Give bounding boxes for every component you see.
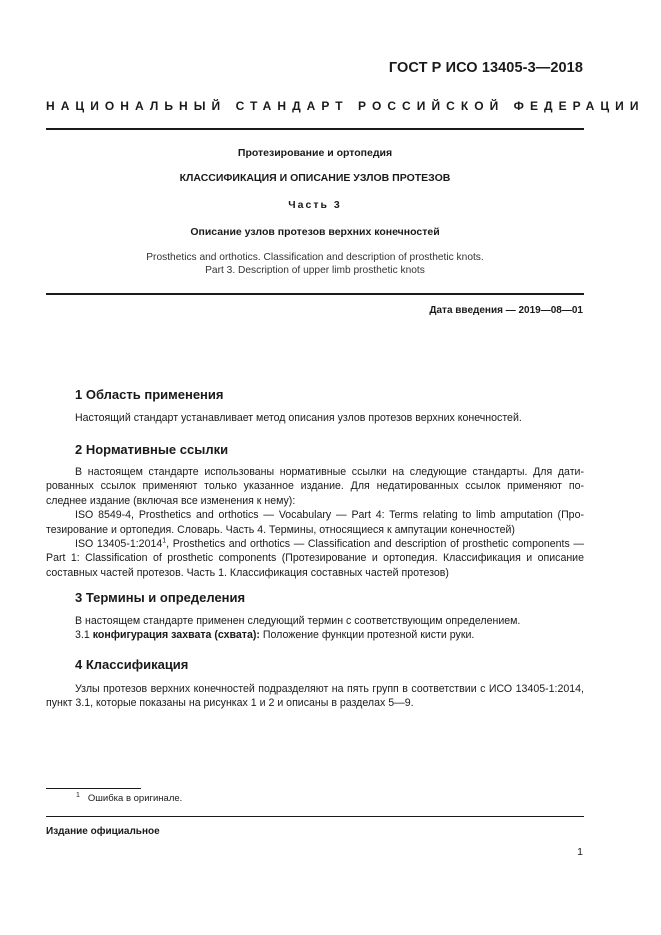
section-4-text bbox=[46, 682, 584, 711]
edition-label: Издание официальное bbox=[46, 826, 160, 837]
english-title-line-2: Part 3. Description of upper limb prosthetic knots bbox=[205, 265, 425, 276]
part-label: Часть 3 bbox=[288, 199, 342, 211]
section-2-p3-line-2: Part 1: Classification of prosthetic components (Протезирование и ортопедия. Классификация и описание bbox=[46, 552, 584, 565]
section-2-text bbox=[46, 465, 584, 580]
footnote-mark: 1 bbox=[76, 792, 80, 799]
english-title-line-1: Prosthetics and orthotics. Classification and description of prosthetic knots. bbox=[146, 252, 484, 263]
header-rule bbox=[46, 128, 584, 130]
section-3-intro: В настоящем стандарте применен следующий термин с соответствующим определением. bbox=[75, 615, 521, 627]
footnote-rule bbox=[46, 788, 141, 789]
section-2-heading: 2 Нормативные ссылки bbox=[75, 442, 229, 457]
iso-reference-title: , Prosthetics and orthotics — Classification and description of prosthetic components — bbox=[166, 537, 584, 550]
section-1-text bbox=[46, 411, 584, 425]
term-name: конфигурация захвата (схвата): bbox=[92, 629, 260, 642]
section-2-p2-line-1: ISO 8549-4, Prosthetics and orthotics — Vocabulary — Part 4: Terms relating to limb amputation (Про- bbox=[75, 509, 584, 522]
part-title: Описание узлов протезов верхних конечностей bbox=[190, 226, 440, 238]
section-1-line: Настоящий стандарт устанавливает метод описания узлов протезов верхних конечностей. bbox=[75, 412, 522, 424]
section-2-p3-line-3: составных частей протезов. Часть 1. Классификация составных частей протезов) bbox=[46, 566, 449, 579]
section-4-line-1: Узлы протезов верхних конечностей подразделяют на пять групп в соответствии с ИСО 13405-1:2014, bbox=[75, 683, 584, 695]
field-title: Протезирование и ортопедия bbox=[237, 147, 393, 159]
section-4-line-2: пункт 3.1, которые показаны на рисунках 1 и 2 и описаны в разделах 5—9. bbox=[46, 697, 414, 710]
section-2-p2-line-2: тезирование и ортопедия. Словарь. Часть 4. Термины, относящиеся к ампутации конечностей) bbox=[46, 523, 515, 536]
footer-rule bbox=[46, 816, 584, 817]
section-2-p1-line-2: рованных ссылок применяют только указанное издание. Для недатированных ссылок применяют по- bbox=[46, 480, 584, 493]
section-2-p1-line-1: В настоящем стандарте использованы нормативные ссылки на следующие стандарты. Для дати- bbox=[75, 466, 584, 478]
term-number: 3.1 bbox=[75, 629, 90, 642]
section-1-heading: 1 Область применения bbox=[75, 387, 224, 402]
section-3-heading: 3 Термины и определения bbox=[75, 590, 246, 605]
section-2-p1-line-3: следнее издание (включая все изменения к нему): bbox=[46, 494, 296, 507]
title-rule bbox=[46, 293, 584, 295]
section-3-term-entry bbox=[46, 628, 584, 642]
section-4-heading: 4 Классификация bbox=[75, 657, 189, 672]
section-2-p3-line-1 bbox=[46, 537, 584, 551]
footnote bbox=[76, 792, 182, 804]
main-title: КЛАССИФИКАЦИЯ И ОПИСАНИЕ УЗЛОВ ПРОТЕЗОВ bbox=[179, 172, 451, 184]
footnote-text: Ошибка в оригинале. bbox=[87, 793, 183, 805]
section-3-text bbox=[46, 614, 584, 643]
page-number: 1 bbox=[577, 846, 583, 858]
footnote-reference: 1 bbox=[162, 537, 167, 545]
national-standard-heading: НАЦИОНАЛЬНЫЙ СТАНДАРТ РОССИЙСКОЙ ФЕДЕРАЦИИ bbox=[46, 99, 645, 113]
document-number: ГОСТ Р ИСО 13405-3—2018 bbox=[388, 60, 583, 76]
introduction-date: Дата введения — 2019—08—01 bbox=[429, 305, 583, 316]
iso-reference: ISO 13405-1:2014 bbox=[75, 537, 163, 550]
term-definition: Положение функции протезной кисти руки. bbox=[262, 629, 475, 642]
